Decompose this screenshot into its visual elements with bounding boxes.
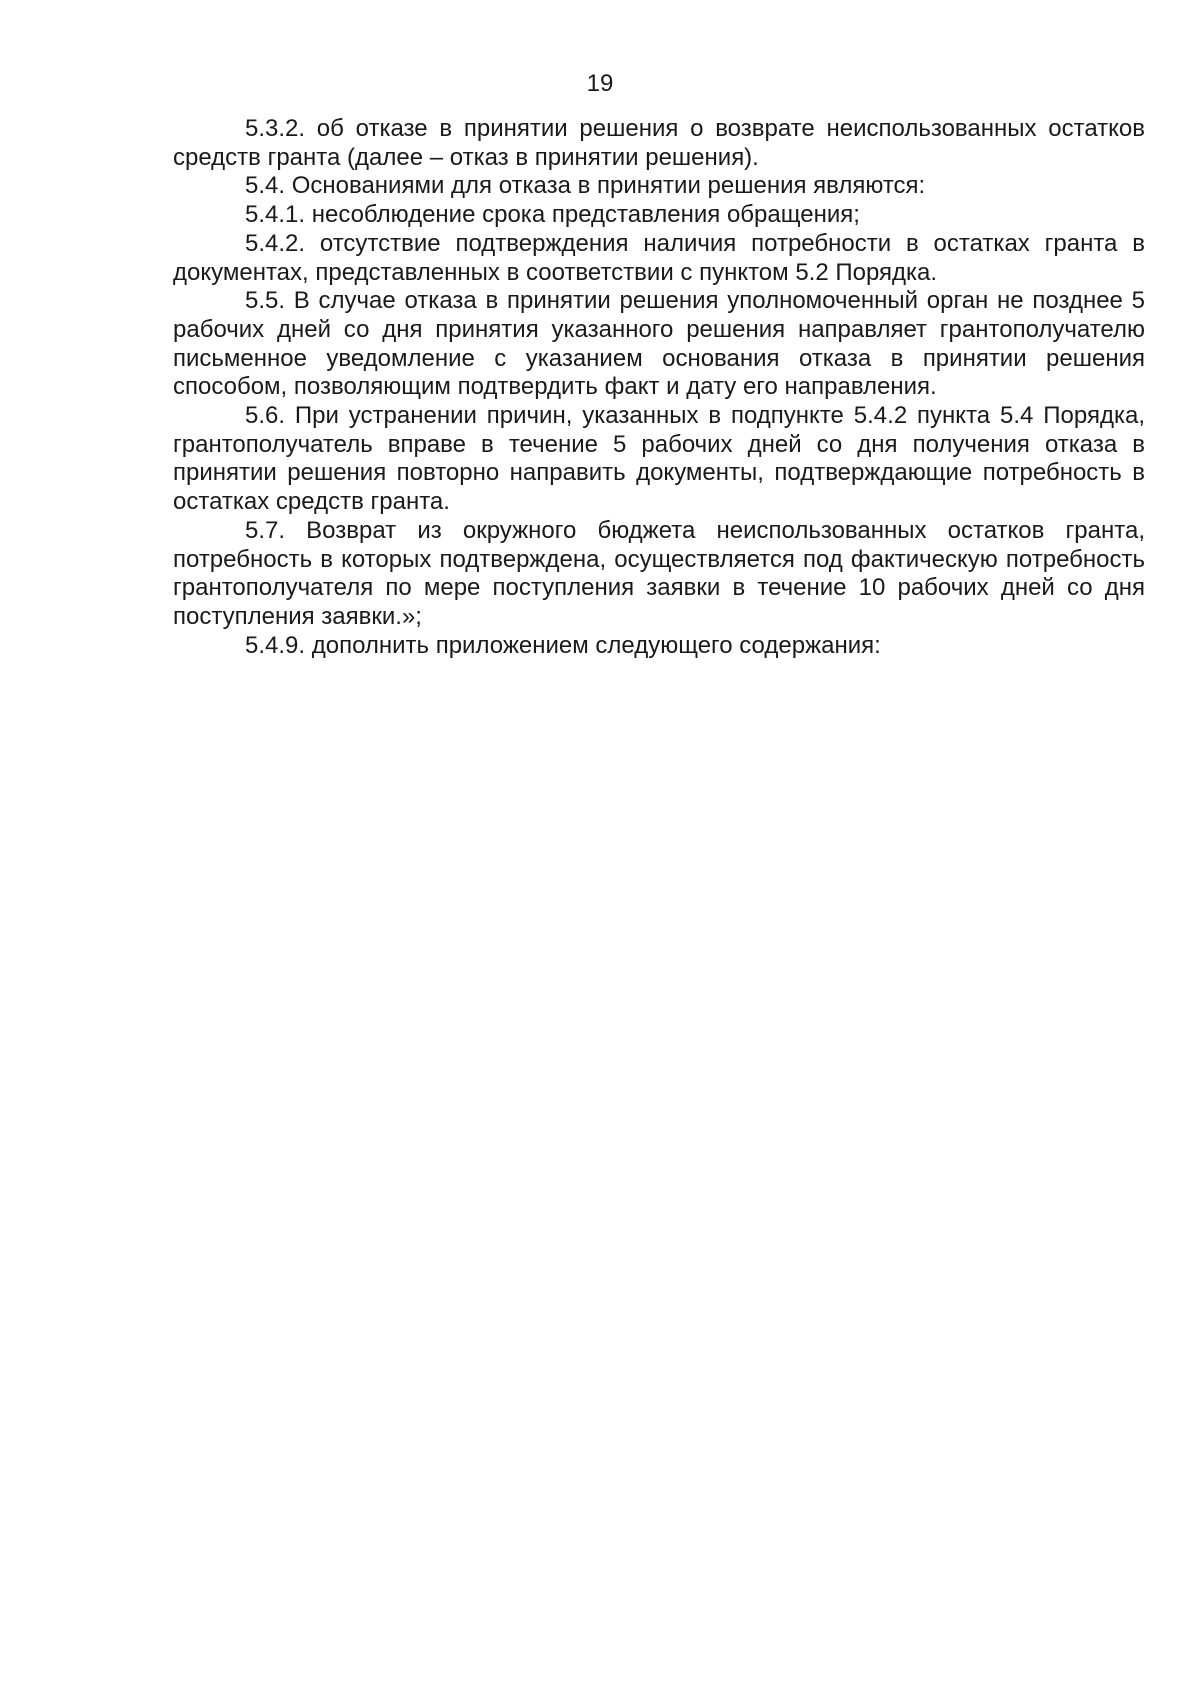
paragraph-5-6: 5.6. При устранении причин, указанных в подпункте 5.4.2 пункта 5.4 Порядка, грантополучатель вправе в течение 5 рабочих дней со дня получения отказа в принятии решения повторно направить документы, подтверждающие потребность в остатках средств гранта. xyxy=(173,402,1145,516)
paragraph-5-4-1: 5.4.1. несоблюдение срока представления обращения; xyxy=(245,201,860,229)
paragraph-5-5: 5.5. В случае отказа в принятии решения уполномоченный орган не позднее 5 рабочих дней со дня принятия указанного решения направляет грантополучателю письменное уведомление с указанием основания отказа в принятии решения способом, позволяющим подтвердить факт и дату его направления. xyxy=(173,287,1145,401)
paragraph-5-4-9: 5.4.9. дополнить приложением следующего содержания: xyxy=(245,631,881,659)
page-number: 19 xyxy=(586,70,614,97)
document-body xyxy=(173,115,1145,660)
paragraph-5-4: 5.4. Основаниями для отказа в принятии решения являются: xyxy=(245,172,926,200)
paragraph-5-3-2: 5.3.2. об отказе в принятии решения о возврате неиспользованных остатков средств гранта (далее – отказ в принятии решения). xyxy=(173,115,1145,171)
paragraph-5-7: 5.7. Возврат из окружного бюджета неиспользованных остатков гранта, потребность в которых подтверждена, осуществляется под фактическую потребность грантополучателя по мере поступления заявки в течение 10 рабочих дней со дня поступления заявки.»; xyxy=(173,516,1145,630)
paragraph-5-4-2: 5.4.2. отсутствие подтверждения наличия потребности в остатках гранта в документах, представленных в соответствии с пунктом 5.2 Порядка. xyxy=(173,229,1145,286)
